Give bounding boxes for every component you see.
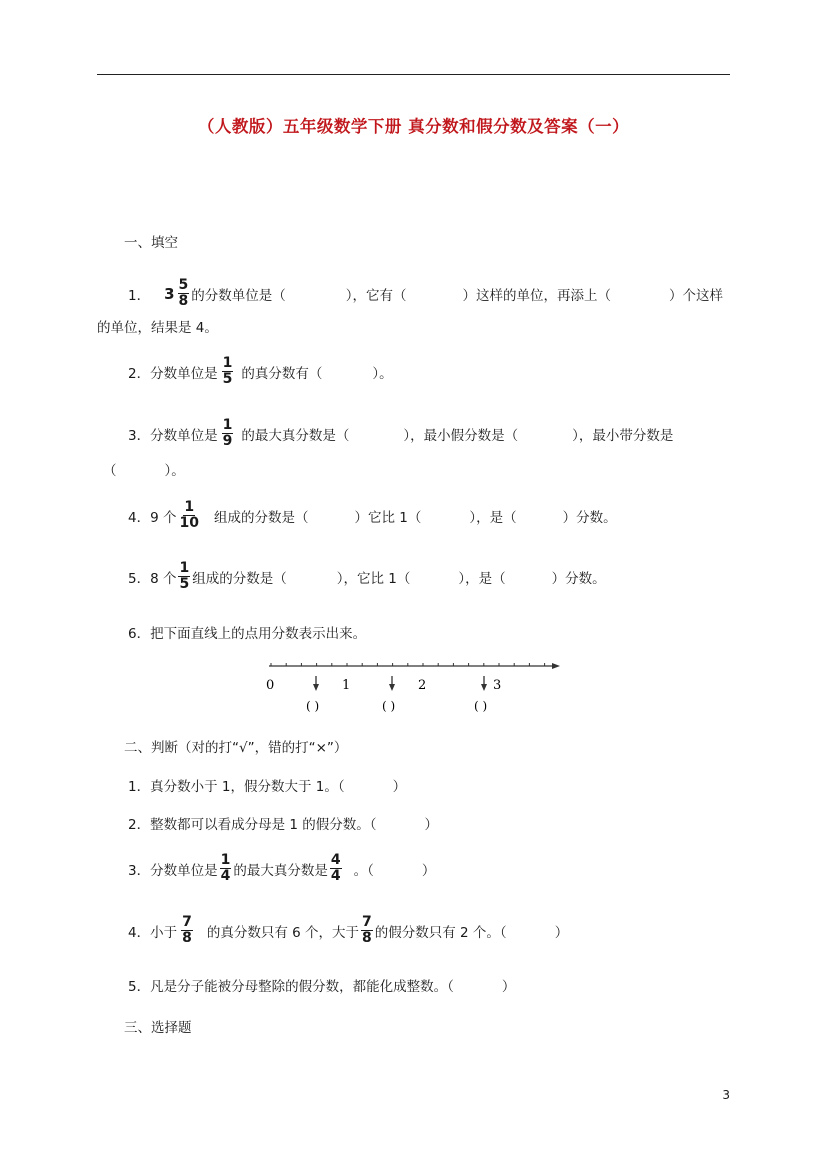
fraction-4-4: $\frac{4}{4}$ xyxy=(330,852,341,884)
number-line-arrowhead xyxy=(552,663,560,669)
question-number: 1． xyxy=(128,287,151,304)
number-line-label-3: 3 xyxy=(493,678,502,693)
question-2-5: 5．凡是分子能被分母整除的假分数，都能化成整数。（ ） xyxy=(128,979,516,995)
top-rule xyxy=(97,74,730,75)
mixed-whole: 3 xyxy=(164,284,175,303)
question-1-5: 5．8 个 $\frac{1}{5}$ 组成的分数是（ ），它比 1（ ），是（ ）分数。 xyxy=(128,560,606,592)
answer-blank-1: ( ) xyxy=(306,699,320,713)
number-line-label-2: 2 xyxy=(418,678,427,693)
fraction-7-8b: $\frac{7}{8}$ xyxy=(362,914,372,946)
page-title: （人教版）五年级数学下册 真分数和假分数及答案（一） xyxy=(197,117,630,136)
question-1-3: 3．分数单位是 $\frac{1}{9}$ 的最大真分数是（ ），最小假分数是（ ），最小带分数是 xyxy=(128,417,674,449)
question-1-4: 4．9 个 $\frac{1}{10}$ 组成的分数是（ ）它比 1（ ），是（ ）分数。 xyxy=(128,499,617,531)
fraction-1-10: $\frac{1}{10}$ xyxy=(179,499,199,531)
arrow-pointer-2 xyxy=(389,676,395,691)
page-number: 3 xyxy=(722,1088,730,1102)
fraction-1-5b: $\frac{1}{5}$ xyxy=(179,560,190,592)
number-line-figure xyxy=(262,656,567,718)
question-1-6: 6．把下面直线上的点用分数表示出来。 xyxy=(128,626,367,642)
section-heading-true-false: 二、判断（对的打“√”，错的打“×”） xyxy=(124,740,348,756)
question-2-4: 4．小于 $\frac{7}{8}$ 的真分数只有 6 个，大于 $\frac{7}{8}$ 的假分数只有 2 个。（ ） xyxy=(128,914,569,946)
answer-blank-3: ( ) xyxy=(474,699,488,713)
section-heading-fill-in: 一、填空 xyxy=(124,235,178,251)
fraction-5-8: $\frac{5}{8}$ xyxy=(178,277,189,309)
section-heading-multiple-choice: 三、选择题 xyxy=(124,1020,192,1036)
fraction-1-5: $\frac{1}{5}$ xyxy=(222,355,233,387)
question-1-2: 2．分数单位是 $\frac{1}{5}$ 的真分数有（ ）。 xyxy=(128,355,393,387)
question-1-3-continued: （ ）。 xyxy=(103,463,185,479)
fraction-7-8: $\frac{7}{8}$ xyxy=(182,914,192,946)
fraction-1-9: $\frac{1}{9}$ xyxy=(222,417,233,449)
arrow-pointer-1 xyxy=(313,676,319,691)
question-1-1-continued: 的单位，结果是 4。 xyxy=(97,320,218,336)
question-2-2: 2．整数都可以看成分母是 1 的假分数。（ ） xyxy=(128,817,439,833)
question-2-1: 1．真分数小于 1，假分数大于 1。（ ） xyxy=(128,779,407,795)
arrow-pointer-3 xyxy=(481,676,487,691)
number-line-label-0: 0 xyxy=(266,678,275,693)
answer-blank-2: ( ) xyxy=(382,699,396,713)
question-2-3: 3．分数单位是 $\frac{1}{4}$ 的最大真分数是 $\frac{4}{4}$ 。（ ） xyxy=(128,852,436,884)
question-1-1: 1． 3 $\frac{5}{8}$ 的分数单位是（ ），它有（ ）这样的单位，再添上（ ）个这样 xyxy=(128,277,724,309)
number-line-label-1: 1 xyxy=(342,678,351,693)
fraction-1-4: $\frac{1}{4}$ xyxy=(220,852,231,884)
